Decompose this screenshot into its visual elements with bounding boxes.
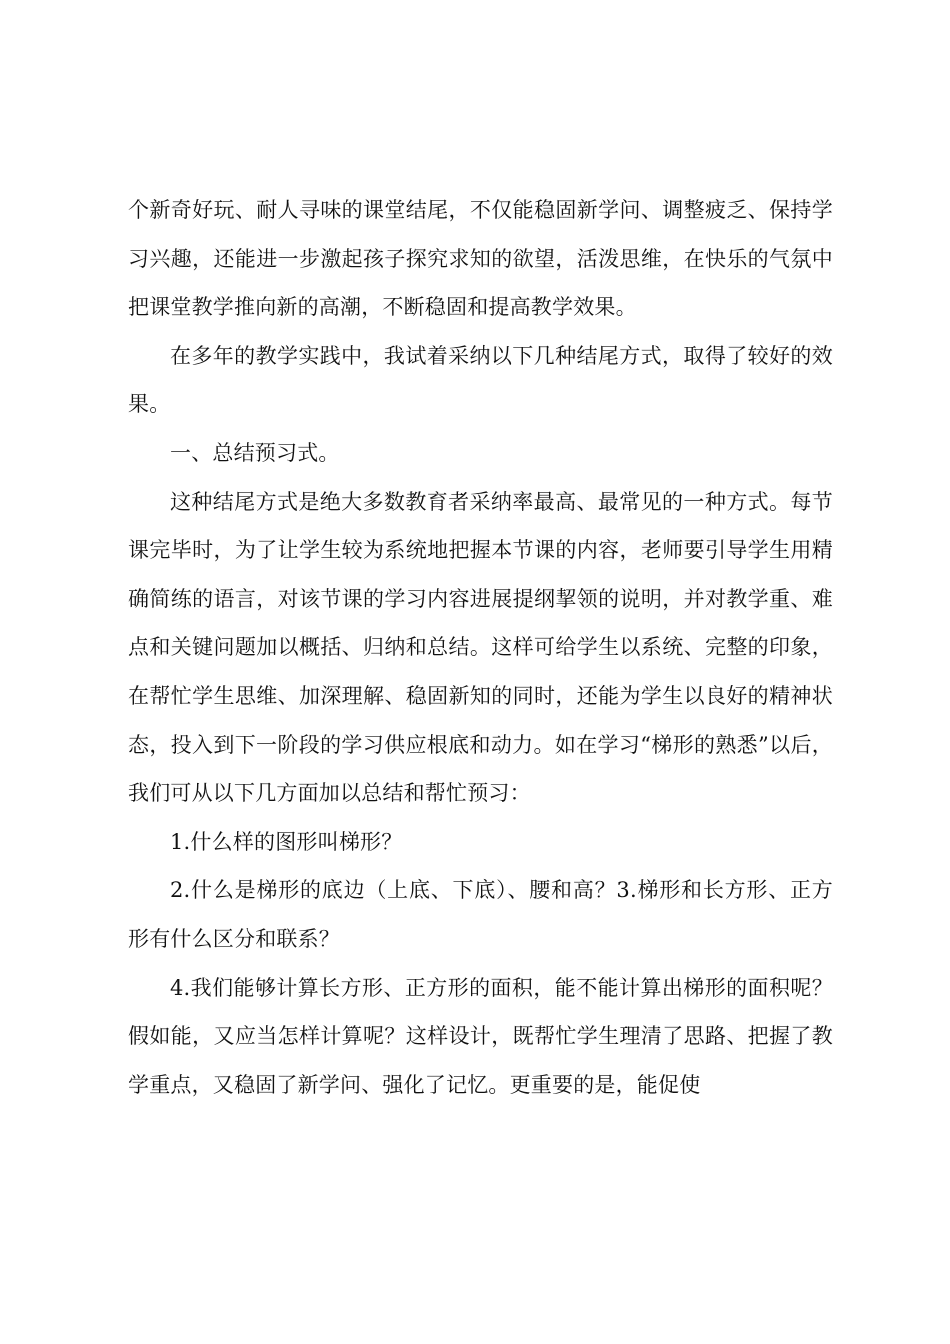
list-item-1: 1.什么样的图形叫梯形？ <box>170 829 403 854</box>
paragraph-2: 在多年的教学实践中，我试着采纳以下几种结尾方式，取得了较好的效果。 <box>128 343 833 417</box>
paragraph-3: 这种结尾方式是绝大多数教育者采纳率最高、最常见的一种方式。每节课完毕时，为了让学生较为系统地把握本节课的内容，老师要引导学生用精确简练的语言，对该节课的学习内容进展提纲挈领的说明，并对教学重、难点和关键问题加以概括、归纳和总结。这样可给学生以系统、完整的印象，在帮忙学生思维、加深理解、稳固新知的同时，还能为学生以良好的精神状态，投入到下一阶段的学习供应根底和动力。如在学习“梯形的熟悉”以后，我们可从以下几方面加以总结和帮忙预习： <box>128 489 833 806</box>
paragraph-1: 个新奇好玩、耐人寻味的课堂结尾，不仅能稳固新学问、调整疲乏、保持学习兴趣，还能进一步激起孩子探究求知的欲望，活泼思维，在快乐的气氛中把课堂教学推向新的高潮，不断稳固和提高教学效果。 <box>128 198 833 320</box>
section-heading: 一、总结预习式。 <box>170 440 340 465</box>
document-body <box>128 186 833 1109</box>
list-item-4: 4.我们能够计算长方形、正方形的面积，能不能计算出梯形的面积呢？假如能，又应当怎样计算呢？这样设计，既帮忙学生理清了思路、把握了教学重点，又稳固了新学问、强化了记忆。更重要的是，能促使 <box>128 975 833 1097</box>
list-item-2-3: 2.什么是梯形的底边（上底、下底）、腰和高？3.梯形和长方形、正方形有什么区分和联系？ <box>128 878 833 951</box>
